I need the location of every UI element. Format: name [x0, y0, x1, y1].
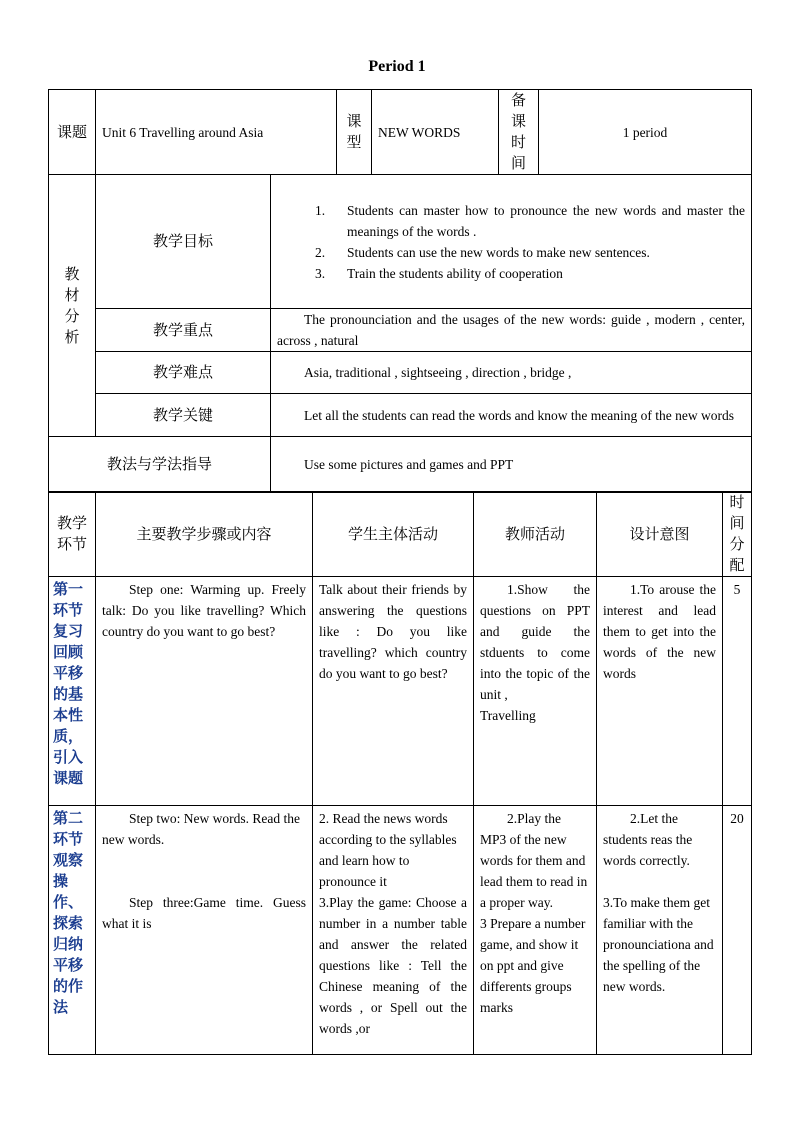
objective-item: 2. Students can use the new words to make new sentences.	[315, 244, 650, 260]
steps-header: 主要教学步骤或内容	[96, 492, 313, 577]
objectives-content	[271, 175, 752, 309]
method-text: Use some pictures and games and PPT	[271, 437, 752, 493]
intent-header: 设计意图	[597, 492, 723, 577]
student-activity-cell: Talk about their friends by answering the questions like : Do you like travelling? which country do you want to go best?	[313, 577, 474, 806]
teacher-activity-cell: 1.Show the questions on PPT and guide the stduents to come into the topic of the unit , Travelling	[474, 577, 597, 806]
teaching-process-table	[48, 491, 752, 1055]
process-header-row	[49, 492, 752, 577]
intent-cell: 1.To arouse the interest and lead them to get into the words of the new words	[597, 577, 723, 806]
time-header: 时间分配	[723, 492, 752, 577]
time-cell: 5	[723, 577, 752, 806]
page-title: Period 1	[368, 58, 426, 75]
objectives-list	[277, 200, 745, 284]
key-factor-row	[49, 394, 752, 437]
key-points-row	[49, 309, 752, 352]
steps-cell: Step one: Warming up. Freely talk: Do you like travelling? Which country do you want to go best?	[96, 577, 313, 806]
stage-cell: 第一环节复习回顾平移的基本性质，引入课题	[49, 577, 96, 806]
analysis-label: 教材分析	[49, 175, 96, 437]
stage-header: 教学环节	[49, 492, 96, 577]
stage-cell: 第二环节观察操作、探索归纳平移的作法	[49, 806, 96, 1055]
key-points-text: The pronounciation and the usages of the new words: guide , modern , center, across , natural	[271, 309, 752, 352]
objective-item: 1. Students can master how to pronounce the new words and master the meanings of the words .	[315, 202, 745, 239]
topic-value: Unit 6 Travelling around Asia	[96, 90, 337, 175]
lesson-info-table	[48, 89, 752, 493]
type-value: NEW WORDS	[372, 90, 499, 175]
student-header: 学生主体活动	[313, 492, 474, 577]
teacher-activity-cell: 2.Play the MP3 of the new words for them and lead them to read in a proper way. 3 Prepare a number game, and show it on ppt and give differents groups marks	[474, 806, 597, 1055]
topic-label: 课题	[49, 90, 96, 175]
student-activity-cell: 2. Read the news words according to the syllables and learn how to pronounce it 3.Play the game: Choose a number in a number table and answer the related questions like : Tell the Chinese meaning of the words , or Spell out the words ,or	[313, 806, 474, 1055]
key-factor-label: 教学关键	[96, 394, 271, 437]
type-label: 课型	[337, 90, 372, 175]
time-cell: 20	[723, 806, 752, 1055]
steps-cell: Step two: New words. Read the new words. Step three:Game time. Guess what it is	[96, 806, 313, 1055]
teacher-header: 教师活动	[474, 492, 597, 577]
method-row	[49, 437, 752, 493]
header-row	[49, 90, 752, 175]
key-points-label: 教学重点	[96, 309, 271, 352]
difficulties-row	[49, 352, 752, 394]
process-row	[49, 806, 752, 1055]
objectives-label: 教学目标	[96, 175, 271, 309]
objectives-row	[49, 175, 752, 309]
intent-cell: 2.Let the students reas the words correctly. 3.To make them get familiar with the pronounciationa and the spelling of the new words.	[597, 806, 723, 1055]
process-row	[49, 577, 752, 806]
prep-time-value: 1 period	[539, 90, 752, 175]
difficulties-text: Asia, traditional , sightseeing , direction , bridge ,	[271, 352, 752, 394]
key-factor-text: Let all the students can read the words and know the meaning of the new words	[271, 394, 752, 437]
difficulties-label: 教学难点	[96, 352, 271, 394]
objective-item: 3. Train the students ability of cooperation	[315, 265, 563, 281]
method-label: 教法与学法指导	[49, 437, 271, 493]
prep-time-label: 备课时间	[499, 90, 539, 175]
